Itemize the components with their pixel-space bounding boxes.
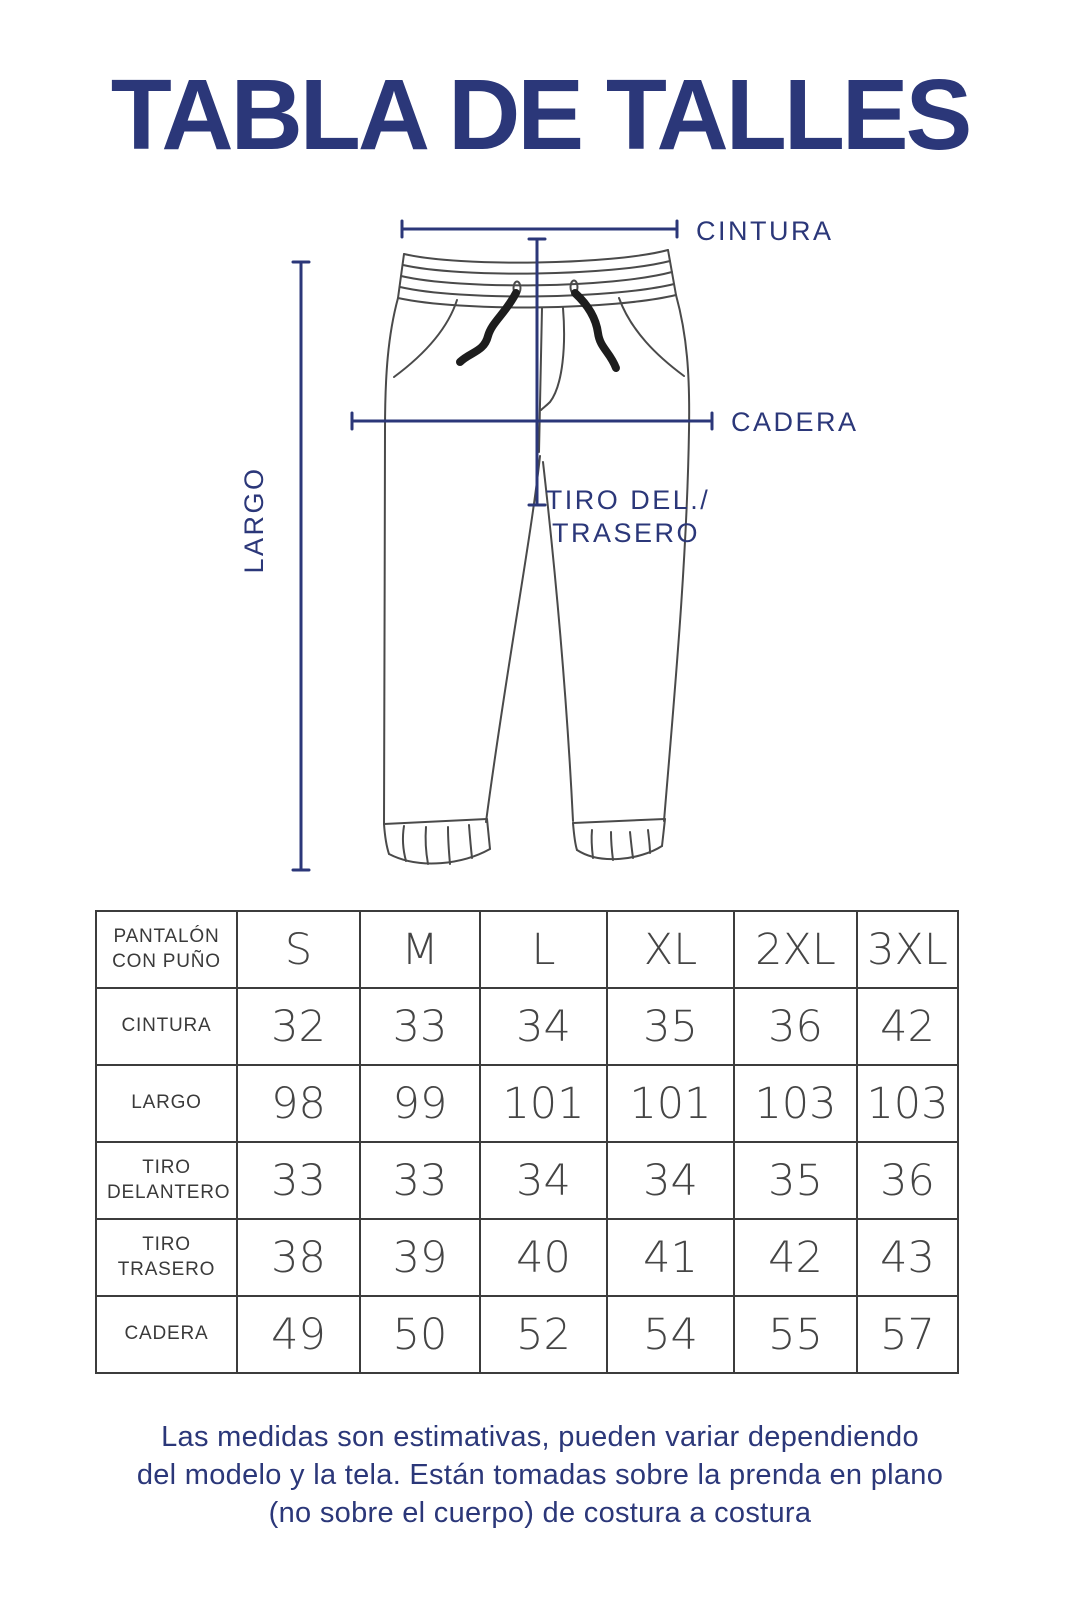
cell-value: 39 [360,1219,480,1296]
cuff-right-right [662,819,665,846]
cell-value: 34 [480,988,607,1065]
cell-value: 42 [857,988,958,1065]
cuff-right-rib-2 [611,832,613,860]
cell-value: 33 [360,1142,480,1219]
cell-value: 101 [480,1065,607,1142]
inner-seam-left [486,456,540,822]
cell-value: 34 [607,1142,734,1219]
page-title: TABLA DE TALLES [110,59,970,171]
cell-value: 57 [857,1296,958,1373]
cell-value: 52 [480,1296,607,1373]
cuff-left-rib-4 [469,825,472,858]
cuff-left-rib-1 [403,826,406,861]
cell-value: 38 [237,1219,360,1296]
table-header-row [96,911,958,988]
cuff-right-left [573,823,577,850]
cintura-label: CINTURA [696,216,834,246]
size-table [95,910,959,1374]
cuff-left-left [384,824,389,854]
cuff-right-top [573,819,665,823]
cell-value: 33 [237,1142,360,1219]
row-label: TIRO DELANTERO [96,1142,237,1219]
cuff-left-rib-3 [448,827,450,864]
fly-left-line [539,308,542,452]
cell-value: 36 [857,1142,958,1219]
pocket-left [394,300,457,377]
cell-value: 98 [237,1065,360,1142]
size-header-s: S [237,911,360,988]
cell-value: 33 [360,988,480,1065]
outer-seam-right [664,295,689,821]
cuff-left-rib-2 [426,827,428,864]
table-row-cadera [96,1296,958,1373]
cell-value: 55 [734,1296,857,1373]
disclaimer-text [0,1418,1080,1532]
cell-value: 54 [607,1296,734,1373]
cell-value: 35 [734,1142,857,1219]
pocket-right [619,298,684,376]
cell-value: 49 [237,1296,360,1373]
inner-seam-right [543,462,573,821]
cell-value: 35 [607,988,734,1065]
cell-value: 43 [857,1219,958,1296]
fly-right-line [541,308,564,410]
cuff-right-rib-1 [592,830,593,858]
row-label: LARGO [96,1065,237,1142]
cell-value: 50 [360,1296,480,1373]
cell-value: 42 [734,1219,857,1296]
cell-value: 40 [480,1219,607,1296]
cell-value: 32 [237,988,360,1065]
table-row-cintura [96,988,958,1065]
tiro-label-line2: TRASERO [551,518,701,548]
outer-seam-left [384,298,398,824]
row-label: CINTURA [96,988,237,1065]
disclaimer-line-3: (no sobre el cuerpo) de costura a costura [268,1497,812,1529]
table-corner-cell: PANTALÓN CON PUÑO [96,911,237,988]
size-header-3xl: 3XL [857,911,958,988]
tiro-label-line1: TIRO DEL./ [545,485,711,515]
cell-value: 103 [734,1065,857,1142]
pants-measurement-diagram [230,195,870,895]
table-row-largo [96,1065,958,1142]
row-label: TIRO TRASERO [96,1219,237,1296]
table-row-tiro-delantero [96,1142,958,1219]
cell-value: 101 [607,1065,734,1142]
drawstring-left [460,293,516,362]
cell-value: 41 [607,1219,734,1296]
size-header-m: M [360,911,480,988]
cuff-left-top [384,819,487,824]
size-header-l: L [480,911,607,988]
size-header-2xl: 2XL [734,911,857,988]
size-header-xl: XL [607,911,734,988]
cuff-left-right [487,819,490,849]
row-label: CADERA [96,1296,237,1373]
cell-value: 34 [480,1142,607,1219]
cadera-label: CADERA [731,407,859,437]
table-row-tiro-trasero [96,1219,958,1296]
cell-value: 99 [360,1065,480,1142]
disclaimer-line-2: del modelo y la tela. Están tomadas sobre la prenda en plano [136,1459,944,1491]
cell-value: 103 [857,1065,958,1142]
cuff-right-rib-4 [648,830,650,853]
cell-value: 36 [734,988,857,1065]
disclaimer-line-1: Las medidas son estimativas, pueden variar dependiendo [161,1421,919,1453]
largo-label: LARGO [239,466,269,574]
cuff-right-rib-3 [630,832,633,858]
